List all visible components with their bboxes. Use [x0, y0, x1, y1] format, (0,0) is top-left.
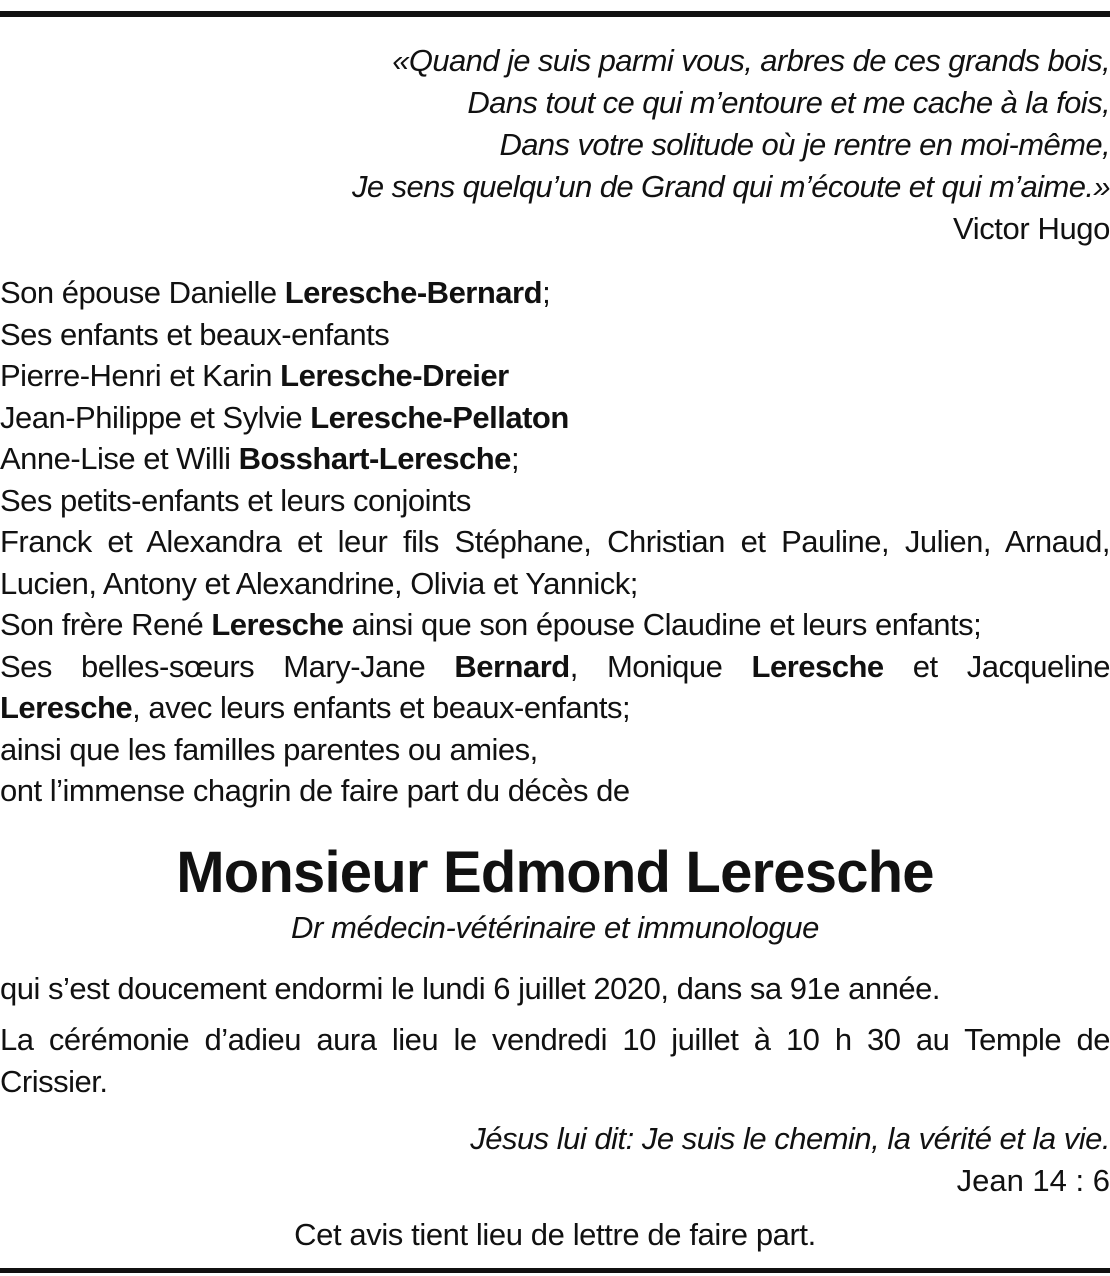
- family-line-grandchildren-heading: Ses petits-enfants et leurs conjoints: [0, 482, 471, 518]
- surname: Bernard: [454, 648, 570, 684]
- family-line-spouse: [0, 272, 1110, 314]
- poem-line: Dans tout ce qui m’entoure et me cache à la fois,: [467, 85, 1110, 120]
- surname: Leresche-Dreier: [280, 358, 509, 393]
- poem-line: «Quand je suis parmi vous, arbres de ces grands bois,: [392, 43, 1110, 78]
- surname: Leresche-Bernard: [284, 275, 543, 310]
- poem-author: Victor Hugo: [952, 211, 1110, 246]
- poem-line: Dans votre solitude où je rentre en moi-même,: [499, 127, 1110, 162]
- bible-verse: Jésus lui dit: Je suis le chemin, la vérité et la vie.: [470, 1121, 1110, 1156]
- family-announcement: [0, 272, 1110, 812]
- deceased-name: Monsieur Edmond Leresche: [176, 839, 934, 905]
- epigraph-poem: [0, 40, 1110, 208]
- death-announcement: qui s’est doucement endormi le lundi 6 juillet 2020, dans sa 91e année.: [0, 970, 940, 1006]
- family-line-sisters-in-law: [0, 646, 1110, 688]
- text: , avec leurs enfants et beaux-enfants;: [132, 690, 631, 725]
- text: Son frère René: [0, 607, 212, 642]
- family-line-child: [0, 397, 1110, 439]
- surname: Bosshart-Leresche: [238, 441, 511, 476]
- family-line-relatives: ainsi que les familles parentes ou amies,: [0, 731, 538, 767]
- poem-line: Je sens quelqu’un de Grand qui m’écoute et qui m’aime.»: [352, 169, 1110, 204]
- bible-verse-reference: Jean 14 : 6: [956, 1163, 1110, 1198]
- text: Anne-Lise et Willi: [0, 441, 239, 476]
- ceremony-details: La cérémonie d’adieu aura lieu le vendredi 10 juillet à 10 h 30 au Temple de Crissier.: [0, 1022, 1110, 1099]
- text: Ses belles-sœurs Mary-Jane: [0, 648, 455, 684]
- family-line-children-heading: Ses enfants et beaux-enfants: [0, 316, 390, 352]
- closing-notice: Cet avis tient lieu de lettre de faire part.: [294, 1217, 816, 1252]
- text: ainsi que son épouse Claudine et leurs enfants;: [343, 607, 982, 642]
- text: Jean-Philippe et Sylvie: [0, 399, 311, 435]
- family-line-grandchildren: Lucien, Antony et Alexandrine, Olivia et Yannick;: [0, 565, 638, 601]
- obituary-notice: [0, 40, 1110, 1256]
- text: Pierre-Henri et Karin: [0, 358, 281, 393]
- surname: Leresche: [751, 648, 884, 684]
- family-line-brother: [0, 604, 1110, 646]
- text: Son épouse Danielle: [0, 275, 285, 310]
- text: et Jacqueline: [883, 648, 1110, 684]
- family-line-sisters-in-law-cont: [0, 687, 1110, 729]
- text: ;: [510, 441, 520, 476]
- surname: Leresche: [211, 607, 344, 642]
- surname: Leresche-Pellaton: [310, 399, 569, 435]
- family-line-announcement: ont l’immense chagrin de faire part du décès de: [0, 773, 630, 808]
- family-line-child: [0, 438, 1110, 480]
- family-line-grandchildren: Franck et Alexandra et leur fils Stéphane, Christian et Pauline, Julien, Arnaud,: [0, 524, 1110, 559]
- text: ;: [542, 275, 551, 310]
- top-border-rule: [0, 11, 1110, 17]
- text: , Monique: [569, 648, 752, 684]
- bottom-border-rule: [0, 1268, 1110, 1273]
- deceased-title: Dr médecin-vétérinaire et immunologue: [291, 909, 819, 945]
- surname: Leresche: [0, 690, 133, 725]
- family-line-child: [0, 355, 1110, 397]
